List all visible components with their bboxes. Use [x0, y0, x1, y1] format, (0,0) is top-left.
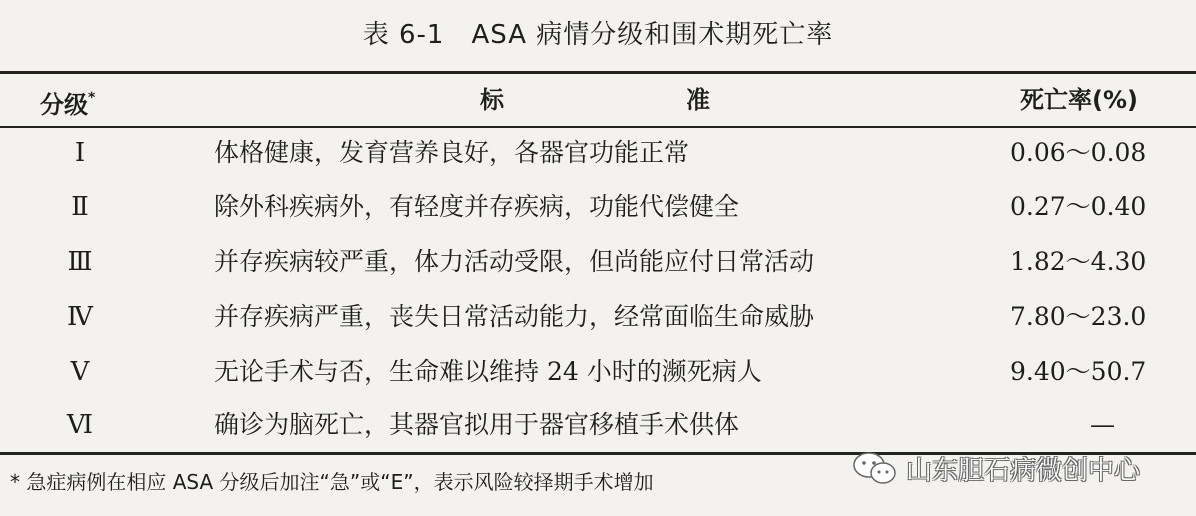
row-rate: 1.82～4.30: [1010, 247, 1147, 276]
header-criteria: 标准: [480, 86, 710, 114]
row-grade: Ⅵ: [66, 410, 94, 440]
header-grade-mark: *: [88, 90, 96, 106]
table-header: [0, 80, 1196, 120]
row-grade: Ⅴ: [70, 357, 90, 387]
row-criteria: 无论手术与否，生命难以维持 24 小时的濒死病人: [214, 357, 762, 386]
row-criteria: 并存疾病较严重，体力活动受限，但尚能应付日常活动: [214, 247, 815, 276]
table-row: [0, 405, 1196, 445]
footnote: * 急症病例在相应 ASA 分级后加注“急”或“E”，表示风险较择期手术增加: [10, 470, 654, 494]
table-row: [0, 352, 1196, 392]
table-row: [0, 242, 1196, 282]
row-rate: 7.80～23.0: [1010, 302, 1147, 331]
row-criteria: 并存疾病严重，丧失日常活动能力，经常面临生命威胁: [214, 302, 815, 331]
row-grade: Ⅱ: [71, 192, 89, 222]
header-grade: [40, 80, 95, 125]
table-row: [0, 297, 1196, 337]
row-grade: Ⅰ: [74, 138, 86, 168]
table-row: [0, 133, 1196, 173]
row-rate: 0.27～0.40: [1010, 192, 1147, 221]
row-criteria: 确诊为脑死亡，其器官拟用于器官移植手术供体: [214, 410, 740, 439]
watermark: [852, 446, 1140, 490]
wechat-logo-icon: [852, 450, 898, 486]
row-rate: —: [1090, 410, 1115, 439]
row-criteria: 除外科疾病外，有轻度并存疾病，功能代偿健全: [214, 192, 740, 221]
row-criteria: 体格健康，发育营养良好，各器官功能正常: [214, 138, 690, 167]
header-grade-label: 分级: [40, 91, 88, 119]
header-rule: [0, 126, 1196, 128]
top-rule: [0, 71, 1196, 74]
row-rate: 9.40～50.7: [1010, 357, 1147, 386]
row-rate: 0.06～0.08: [1010, 138, 1147, 167]
table-caption: 表 6-1 ASA 病情分级和围术期死亡率: [362, 20, 834, 50]
row-grade: Ⅳ: [67, 302, 93, 332]
table-row: [0, 187, 1196, 227]
row-grade: Ⅲ: [67, 247, 93, 277]
watermark-text: 山东胆石病微创中心: [906, 455, 1141, 486]
header-rate: 死亡率(%): [1020, 86, 1138, 114]
